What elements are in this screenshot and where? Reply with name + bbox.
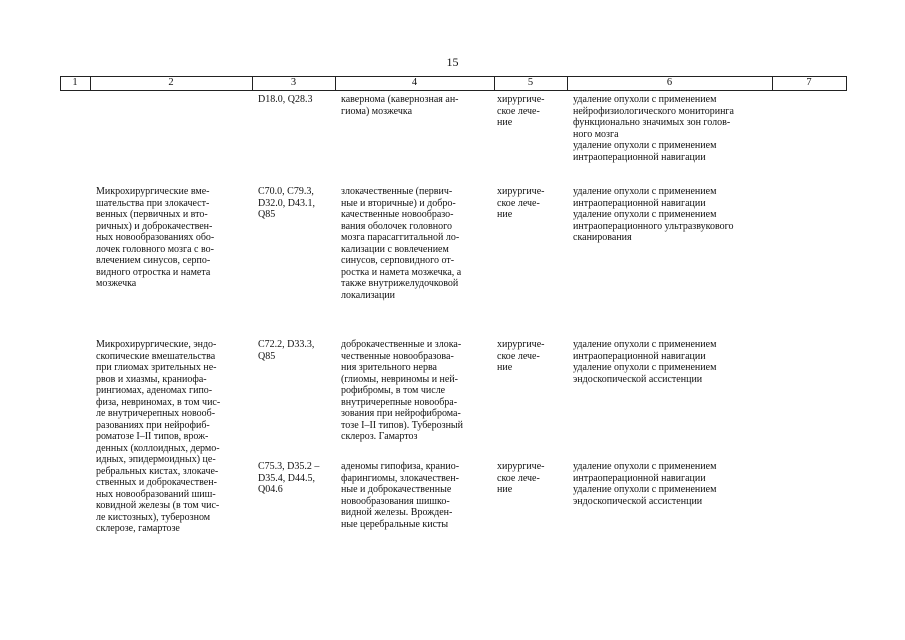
cell-treatment-type: хирургиче- ское лече- ние [497,186,545,220]
cell-intervention-type: Микрохирургические вме- шательства при злокачест- венных (первичных и вто- ричных) и доброкачествен- ных новообразованиях обо- лочек головного мозга с во- влечением синусов, серпо- видного отростка и намета мозжечка [96,186,215,289]
cell-treatment-method: удаление опухоли с применением интраоперационной навигации удаление опухоли с применением эндоскопической ассистенции [573,339,717,385]
cell-icd-codes: D18.0, Q28.3 [258,94,313,105]
cell-model-description: доброкачественные и злока- чественные новообразова- ния зрительного нерва (глиомы, невриномы и ней- рофибромы, в том числе внутричерепные новообра- зования при нейрофиброма- тозе I–II типов). Туберозный склероз. Гамартоз [341,339,463,442]
cell-model-description: злокачественные (первич- ные и вторичные) и добро- качественные новообразо- вания оболочек головного мозга парасаггитальной ло- кализации с вовлечением синусов, серповидного от- ростка и намета мозжечка, а также внутрижелудочковой локализации [341,186,462,301]
cell-icd-codes: C70.0, C79.3, D32.0, D43.1, Q85 [258,186,315,220]
cell-treatment-method: удаление опухоли с применением интраоперационной навигации удаление опухоли с применением интраоперационного ультразвукового сканирования [573,186,734,243]
cell-model-description: кавернома (кавернозная ан- гиома) мозжечка [341,94,459,117]
cell-icd-codes: C72.2, D33.3, Q85 [258,339,315,362]
cell-treatment-type: хирургиче- ское лече- ние [497,339,545,373]
cell-treatment-method: удаление опухоли с применением нейрофизиологического мониторинга функционально значимых зон голов- ного мозга удаление опухоли с применением интраоперационной навигации [573,94,734,163]
cell-intervention-type: Микрохирургические, эндо- скопические вмешательства при глиомах зрительных не- рвов и хиазмы, краниофа- рингиомах, аденомах гипо- физа, невриномах, в том чис- ле внутричерепных новооб- разованиях при нейрофиб- роматозе I–II типов, врож- денных (коллоидных, дермо- идных, эпидермоидных) це- ребральных кистах, злокаче- ственных и доброкачествен- ных новообразований шиш- ковидной железы (в том чис- ле кистозных), туберозном склерозе, гамартозе [96,339,221,534]
header-bottom-rule [60,90,847,91]
header-separator [846,76,847,91]
cell-treatment-type: хирургиче- ское лече- ние [497,94,545,128]
page-number: 15 [446,55,459,69]
cell-model-description: аденомы гипофиза, кранио- фарингиомы, злокачествен- ные и доброкачественные новообразования шишко- видной железы. Врожден- ные церебральные кисты [341,461,460,530]
column-number-7: 7 [806,77,812,88]
cell-icd-codes: C75.3, D35.2 – D35.4, D44.5, Q04.6 [258,461,320,495]
column-number-1: 1 [72,77,78,88]
cell-treatment-method: удаление опухоли с применением интраоперационной навигации удаление опухоли с применением эндоскопической ассистенции [573,461,717,507]
column-number-6: 6 [666,77,673,88]
column-number-4: 4 [411,77,418,88]
column-number-3: 3 [290,77,297,88]
column-number-2: 2 [168,77,174,88]
column-number-5: 5 [527,77,534,88]
cell-treatment-type: хирургиче- ское лече- ние [497,461,545,495]
